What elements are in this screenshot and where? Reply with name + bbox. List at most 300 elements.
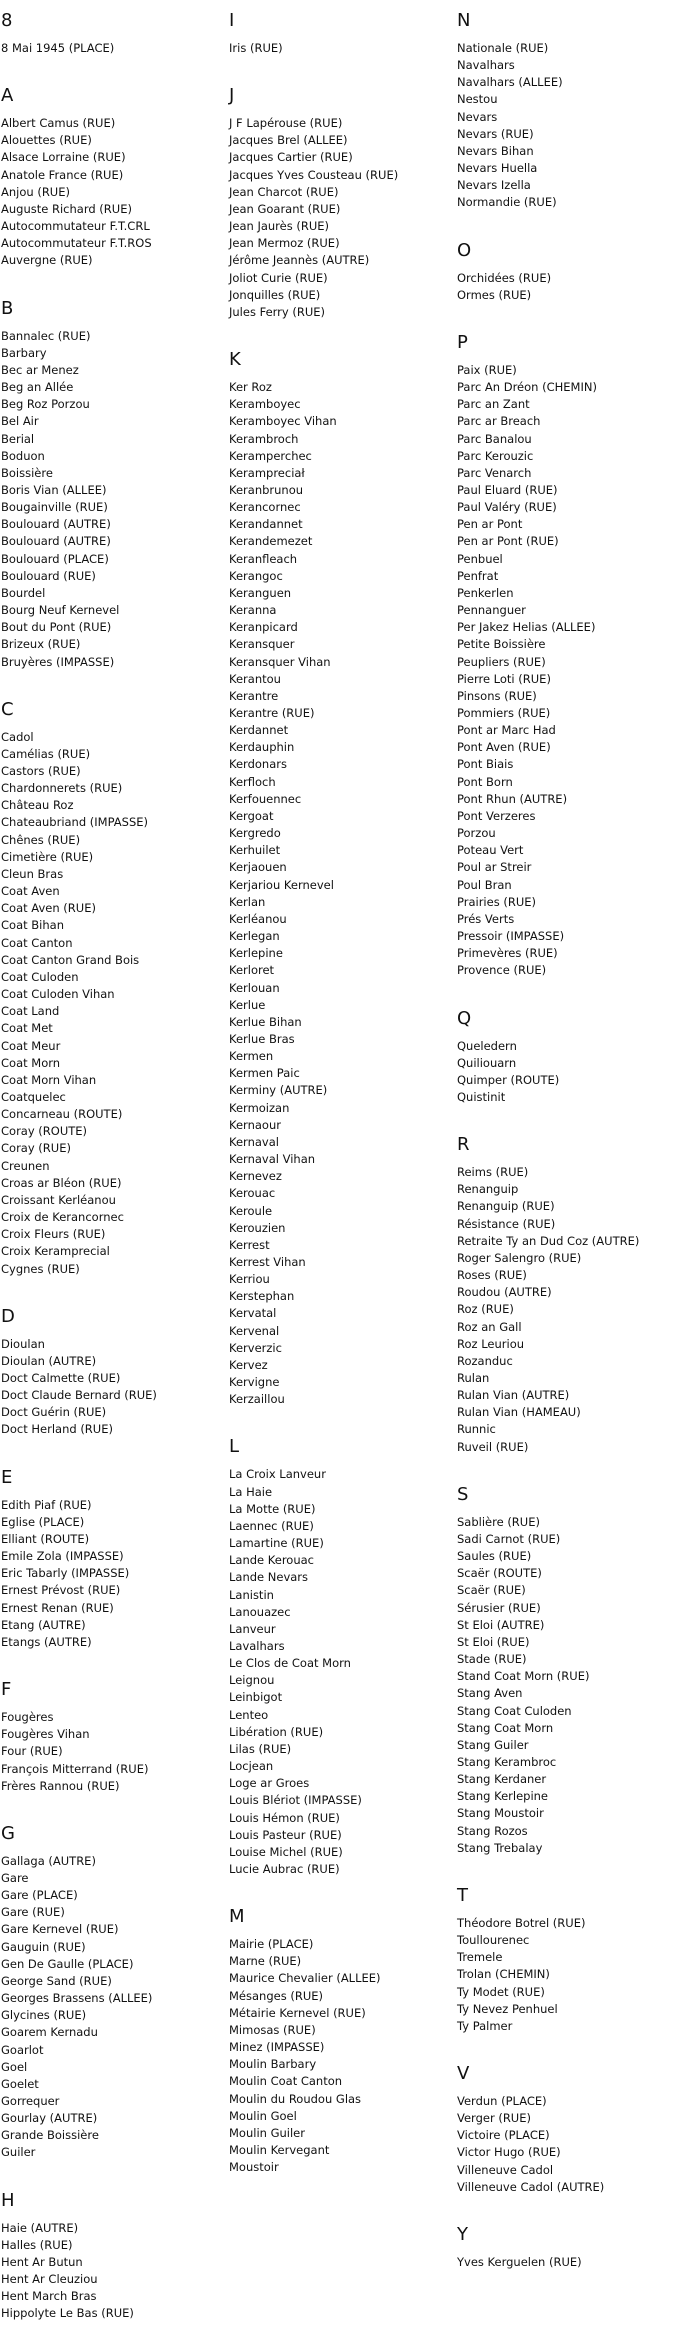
street-link[interactable]: Hent Ar Cleuziou [1,2272,98,2287]
street-link[interactable]: Pierre Loti (RUE) [457,671,551,686]
street-link[interactable]: Goarlot [1,2042,44,2057]
street-link[interactable]: Scaër (RUE) [457,1583,526,1598]
street-link[interactable]: Kerfloch [229,774,276,789]
street-link[interactable]: Jacques Yves Cousteau (RUE) [229,167,399,182]
street-link[interactable]: Gare (RUE) [1,1905,65,1920]
street-link[interactable]: La Motte (RUE) [229,1501,316,1516]
street-link[interactable]: Kergoat [229,808,274,823]
street-link[interactable]: Glycines (RUE) [1,2008,87,2023]
street-link[interactable]: Kerrest Vihan [229,1255,306,1269]
street-link[interactable]: Nevars Huella [457,161,538,176]
street-link[interactable]: Auguste Richard (RUE) [1,201,132,216]
street-link[interactable]: Kernaval Vihan [229,1152,316,1167]
street-link[interactable]: Victoire (PLACE) [457,2128,550,2143]
street-link[interactable]: Queledern [457,1038,517,1053]
street-link[interactable]: Stang Moustoir [457,1806,544,1821]
street-link[interactable]: Retraite Ty an Dud Coz (AUTRE) [457,1233,640,1248]
street-link[interactable]: Normandie (RUE) [457,195,557,210]
street-link[interactable]: Quiliouarn [457,1055,517,1070]
street-link[interactable]: Kerangoc [229,568,283,583]
street-link[interactable]: Boissière [1,465,53,480]
street-link[interactable]: Moulin Goel [229,2108,297,2123]
street-link[interactable]: Kerjaouen [229,860,287,875]
street-link[interactable]: Cygnes (RUE) [1,1261,80,1276]
street-link[interactable]: Toullourenec [457,1933,530,1948]
street-link[interactable]: Tremele [457,1950,503,1965]
street-link[interactable]: Lanveur [229,1621,276,1636]
street-link[interactable]: Stang Rozos [457,1823,528,1838]
street-link[interactable]: Keroule [229,1203,273,1218]
street-link[interactable]: Kerdauphin [229,740,295,755]
street-link[interactable]: Loge ar Groes [229,1776,310,1791]
street-link[interactable]: Le Clos de Coat Morn [229,1656,351,1671]
street-link[interactable]: Per Jakez Helias (ALLEE) [457,620,596,635]
street-link[interactable]: Moustoir [229,2160,279,2175]
street-link[interactable]: Coat Meur [1,1038,61,1053]
street-link[interactable]: Bannalec (RUE) [1,328,91,343]
street-link[interactable]: Leinbigot [229,1690,283,1705]
street-link[interactable]: Gorrequer [1,2094,60,2108]
street-link[interactable]: Croix Fleurs (RUE) [1,1227,106,1242]
street-link[interactable]: Scaër (ROUTE) [457,1566,542,1581]
street-link[interactable]: Peupliers (RUE) [457,654,546,669]
street-link[interactable]: Sadi Carnot (RUE) [457,1531,561,1546]
street-link[interactable]: Prairies (RUE) [457,894,536,909]
street-link[interactable]: Quimper (ROUTE) [457,1072,560,1087]
street-link[interactable]: Pennanguer [457,603,526,618]
street-link[interactable]: Ty Nevez Penhuel [457,2001,558,2016]
street-link[interactable]: Parc an Zant [457,397,530,412]
street-link[interactable]: Pommiers (RUE) [457,706,551,720]
street-link[interactable]: Kerlan [229,894,266,909]
street-link[interactable]: Louis Pasteur (RUE) [229,1827,342,1842]
street-link[interactable]: Kerminy (AUTRE) [229,1083,328,1098]
street-link[interactable]: Pont Verzeres [457,808,536,823]
street-link[interactable]: Jacques Brel (ALLEE) [229,133,348,148]
street-link[interactable]: Gare (PLACE) [1,1888,78,1903]
street-link[interactable]: Trolan (CHEMIN) [457,1967,550,1982]
street-link[interactable]: Victor Hugo (RUE) [457,2145,561,2160]
street-link[interactable]: Jérôme Jeannès (AUTRE) [229,253,370,268]
street-link[interactable]: Keransquer Vihan [229,654,331,669]
street-link[interactable]: Jean Mermoz (RUE) [229,236,340,251]
street-link[interactable]: Jean Jaurès (RUE) [229,219,330,234]
street-link[interactable]: Louise Michel (RUE) [229,1844,343,1859]
street-link[interactable]: Coat Canton Grand Bois [1,952,140,967]
street-link[interactable]: Lanouazec [229,1604,291,1619]
street-link[interactable]: Edith Piaf (RUE) [1,1497,92,1512]
street-link[interactable]: Provence (RUE) [457,963,547,978]
street-link[interactable]: Kervigne [229,1375,280,1390]
street-link[interactable]: Fougères [1,1710,54,1725]
street-link[interactable]: Bec ar Menez [1,362,79,377]
street-link[interactable]: Moulin du Roudou Glas [229,2091,362,2106]
street-link[interactable]: Boulouard (RUE) [1,568,96,583]
street-link[interactable]: J F Lapérouse (RUE) [229,116,343,131]
street-link[interactable]: Boduon [1,448,45,463]
street-link[interactable]: Navalhars [457,58,515,73]
street-link[interactable]: Kernevez [229,1169,282,1184]
street-link[interactable]: François Mitterrand (RUE) [1,1761,149,1776]
street-link[interactable]: Jules Ferry (RUE) [229,304,326,319]
street-link[interactable]: Navalhars (ALLEE) [457,75,563,90]
street-link[interactable]: Poul Bran [457,877,512,892]
street-link[interactable]: Kerverzic [229,1340,282,1355]
street-link[interactable]: Keramboyec Vihan [229,414,337,429]
street-link[interactable]: Beg an Allée [1,380,74,395]
street-link[interactable]: Keranna [229,603,277,618]
street-link[interactable]: Kerouac [229,1186,276,1201]
street-link[interactable]: Pressoir (IMPASSE) [457,929,565,944]
street-link[interactable]: Kervez [229,1357,268,1372]
street-link[interactable]: Marne (RUE) [229,1954,302,1969]
street-link[interactable]: Kerancornec [229,500,301,515]
street-link[interactable]: Parc Venarch [457,465,532,480]
street-link[interactable]: Penkerlen [457,585,514,600]
street-link[interactable]: Roudou (AUTRE) [457,1285,552,1300]
street-link[interactable]: Anatole France (RUE) [1,167,124,182]
street-link[interactable]: Bourdel [1,585,46,600]
street-link[interactable]: Château Roz [1,798,74,813]
street-link[interactable]: Verger (RUE) [457,2111,531,2126]
street-link[interactable]: Moulin Coat Canton [229,2074,343,2089]
street-link[interactable]: Stang Trebalay [457,1840,543,1855]
street-link[interactable]: Poul ar Streir [457,860,532,875]
street-link[interactable]: Parc Banalou [457,431,532,446]
street-link[interactable]: Stand Coat Morn (RUE) [457,1669,590,1684]
street-link[interactable]: Pen ar Pont (RUE) [457,534,559,549]
street-link[interactable]: Kergredo [229,826,281,841]
street-link[interactable]: Chateaubriand (IMPASSE) [1,815,149,830]
street-link[interactable]: Beg Roz Porzou [1,397,90,412]
street-link[interactable]: Alouettes (RUE) [1,133,92,148]
street-link[interactable]: Kerandemezet [229,534,313,549]
street-link[interactable]: Emile Zola (IMPASSE) [1,1549,124,1564]
street-link[interactable]: Coat Culoden [1,969,79,984]
street-link[interactable]: Croissant Kerléanou [1,1192,116,1207]
street-link[interactable]: Lande Kerouac [229,1553,314,1568]
street-link[interactable]: Hent March Bras [1,2289,97,2304]
street-link[interactable]: Pinsons (RUE) [457,688,537,703]
street-link[interactable]: Primevères (RUE) [457,946,558,961]
street-link[interactable]: St Eloi (RUE) [457,1634,530,1649]
street-link[interactable]: Coat Morn [1,1055,61,1070]
street-link[interactable]: Leignou [229,1673,275,1688]
street-link[interactable]: Théodore Botrel (RUE) [457,1915,586,1930]
street-link[interactable]: Etangs (AUTRE) [1,1634,92,1649]
street-link[interactable]: Pont Biais [457,757,514,772]
street-link[interactable]: Chênes (RUE) [1,832,81,847]
street-link[interactable]: Kerlue [229,997,266,1012]
street-link[interactable]: Kervatal [229,1306,277,1321]
street-link[interactable]: Pont Born [457,774,513,789]
street-link[interactable]: Paul Eluard (RUE) [457,482,558,497]
street-link[interactable]: Sérusier (RUE) [457,1600,541,1615]
street-link[interactable]: Jean Goarant (RUE) [229,201,341,216]
street-link[interactable]: Jacques Cartier (RUE) [229,150,353,165]
street-link[interactable]: Autocommutateur F.T.ROS [1,236,152,251]
street-link[interactable]: Louis Hémon (RUE) [229,1810,340,1825]
street-link[interactable]: Four (RUE) [1,1744,63,1759]
street-link[interactable]: Pont Aven (RUE) [457,740,551,755]
street-link[interactable]: Kerlue Bihan [229,1014,302,1029]
street-link[interactable]: Keranguen [229,585,292,600]
street-link[interactable]: Eric Tabarly (IMPASSE) [1,1566,130,1581]
street-link[interactable]: Ruveil (RUE) [457,1439,529,1454]
street-link[interactable]: Kerambroch [229,431,299,446]
street-link[interactable]: La Croix Lanveur [229,1467,326,1482]
street-link[interactable]: Renanguip (RUE) [457,1199,555,1214]
street-link[interactable]: Bougainville (RUE) [1,500,108,515]
street-link[interactable]: Lanistin [229,1587,274,1602]
street-link[interactable]: Pont ar Marc Had [457,723,556,738]
street-link[interactable]: Kerdannet [229,723,289,738]
street-link[interactable]: Dioulan (AUTRE) [1,1353,97,1368]
street-link[interactable]: Kerdonars [229,757,287,772]
street-link[interactable]: Auvergne (RUE) [1,253,93,268]
street-link[interactable]: Guiler [1,2145,36,2160]
street-link[interactable]: Rozanduc [457,1353,513,1368]
street-link[interactable]: Keramboyec [229,397,301,412]
street-link[interactable]: Croas ar Bléon (RUE) [1,1175,122,1190]
street-link[interactable]: Paul Valéry (RUE) [457,500,557,515]
street-link[interactable]: Keransquer [229,637,295,652]
street-link[interactable]: Boulouard (AUTRE) [1,517,111,532]
street-link[interactable]: Rulan Vian (AUTRE) [457,1388,570,1403]
street-link[interactable]: Eglise (PLACE) [1,1514,85,1529]
street-link[interactable]: Ormes (RUE) [457,287,532,302]
street-link[interactable]: Stang Coat Morn [457,1720,554,1735]
street-link[interactable]: Alsace Lorraine (RUE) [1,150,126,165]
street-link[interactable]: Sablière (RUE) [457,1514,540,1529]
street-link[interactable]: Berial [1,431,35,446]
street-link[interactable]: Nevars Izella [457,178,531,193]
street-link[interactable]: Keranfleach [229,551,298,566]
street-link[interactable]: Coray (ROUTE) [1,1124,88,1139]
street-link[interactable]: Goelet [1,2076,39,2091]
street-link[interactable]: Joliot Curie (RUE) [229,270,328,285]
street-link[interactable]: Libération (RUE) [229,1724,324,1739]
street-link[interactable]: Croix Keramprecial [1,1244,110,1259]
street-link[interactable]: Moulin Barbary [229,2057,317,2072]
street-link[interactable]: Stang Kerdaner [457,1772,547,1787]
street-link[interactable]: Gallaga (AUTRE) [1,1853,96,1868]
street-link[interactable]: Parc Kerouzic [457,448,534,463]
street-link[interactable]: Gare [1,1870,29,1885]
street-link[interactable]: Pont Rhun (AUTRE) [457,791,568,806]
street-link[interactable]: Doct Guérin (RUE) [1,1405,107,1420]
street-link[interactable]: Maurice Chevalier (ALLEE) [229,1971,381,1986]
street-link[interactable]: Nationale (RUE) [457,41,549,55]
street-link[interactable]: Reims (RUE) [457,1165,529,1180]
street-link[interactable]: Boulouard (PLACE) [1,551,109,566]
street-link[interactable]: Penfrat [457,568,499,583]
street-link[interactable]: Locjean [229,1759,274,1774]
street-link[interactable]: Autocommutateur F.T.CRL [1,219,150,234]
street-link[interactable]: Moulin Guiler [229,2125,305,2140]
street-link[interactable]: Lavalhars [229,1638,285,1653]
street-link[interactable]: Villeneuve Cadol [457,2162,554,2177]
street-link[interactable]: Kerantou [229,671,281,686]
street-link[interactable]: Kerlegan [229,929,280,944]
street-link[interactable]: Kerstephan [229,1289,295,1304]
street-link[interactable]: Yves Kerguelen (RUE) [457,2254,582,2269]
street-link[interactable]: Pen ar Pont [457,517,523,532]
street-link[interactable]: Kerouzien [229,1220,286,1235]
street-link[interactable]: Iris (RUE) [229,41,283,55]
street-link[interactable]: Moulin Kervegant [229,2143,330,2158]
street-link[interactable]: Barbary [1,345,47,360]
street-link[interactable]: Lamartine (RUE) [229,1536,324,1551]
street-link[interactable]: St Eloi (AUTRE) [457,1617,545,1632]
street-link[interactable]: Kernaval [229,1134,279,1149]
street-link[interactable]: Stang Guiler [457,1737,529,1752]
street-link[interactable]: 8 Mai 1945 (PLACE) [1,41,115,55]
street-link[interactable]: Kerlouan [229,980,280,995]
street-link[interactable]: Stang Kerambroc [457,1754,557,1769]
street-link[interactable]: Orchidées (RUE) [457,270,552,285]
street-link[interactable]: Quistinit [457,1089,506,1104]
street-link[interactable]: Kerloret [229,963,275,978]
street-link[interactable]: Kerrest [229,1237,270,1252]
street-link[interactable]: Anjou (RUE) [1,184,70,199]
street-link[interactable]: Creunen [1,1158,50,1173]
street-link[interactable]: Rulan Vian (HAMEAU) [457,1405,581,1420]
street-link[interactable]: Kerlepine [229,946,283,961]
street-link[interactable]: Fougères Vihan [1,1727,90,1742]
street-link[interactable]: Concarneau (ROUTE) [1,1107,123,1122]
street-link[interactable]: Poteau Vert [457,843,524,858]
street-link[interactable]: Kerriou [229,1272,270,1287]
street-link[interactable]: Parc An Dréon (CHEMIN) [457,380,597,395]
street-link[interactable]: Mimosas (RUE) [229,2022,316,2037]
street-link[interactable]: Renanguip [457,1182,519,1197]
street-link[interactable]: Goel [1,2059,28,2074]
street-link[interactable]: Coat Culoden Vihan [1,987,115,1002]
street-link[interactable]: Stang Kerlepine [457,1789,549,1804]
street-link[interactable]: Stang Coat Culoden [457,1703,572,1718]
street-link[interactable]: Ty Palmer [457,2018,513,2033]
street-link[interactable]: Jean Charcot (RUE) [229,184,339,199]
street-link[interactable]: Ty Modet (RUE) [457,1984,545,1999]
street-link[interactable]: Kermen Paic [229,1066,300,1081]
street-link[interactable]: Coat Morn Vihan [1,1072,97,1087]
street-link[interactable]: Runnic [457,1422,496,1437]
street-link[interactable]: Kerjariou Kernevel [229,877,334,892]
street-link[interactable]: Keramperchec [229,448,312,463]
street-link[interactable]: Bourg Neuf Kernevel [1,603,120,618]
street-link[interactable]: Métairie Kernevel (RUE) [229,2005,366,2020]
street-link[interactable]: Hippolyte Le Bas (RUE) [1,2306,134,2321]
street-link[interactable]: Boris Vian (ALLEE) [1,482,107,497]
street-link[interactable]: Stade (RUE) [457,1652,527,1667]
street-link[interactable]: Chardonnerets (RUE) [1,781,123,796]
street-link[interactable]: Georges Brassens (ALLEE) [1,1991,153,2006]
street-link[interactable]: Villeneuve Cadol (AUTRE) [457,2179,605,2194]
street-link[interactable]: Elliant (ROUTE) [1,1531,90,1546]
street-link[interactable]: Bruyères (IMPASSE) [1,654,115,669]
street-link[interactable]: Paix (RUE) [457,362,517,377]
street-link[interactable]: Castors (RUE) [1,764,81,778]
street-link[interactable]: Roz an Gall [457,1319,522,1334]
street-link[interactable]: Nestou [457,92,498,107]
street-link[interactable]: Prés Verts [457,911,515,926]
street-link[interactable]: Hent Ar Butun [1,2254,83,2269]
street-link[interactable]: Albert Camus (RUE) [1,116,116,131]
street-link[interactable]: Etang (AUTRE) [1,1617,86,1632]
street-link[interactable]: Cleun Bras [1,866,64,881]
street-link[interactable]: Coat Land [1,1004,60,1019]
street-link[interactable]: Rulan [457,1371,490,1385]
street-link[interactable]: Brizeux (RUE) [1,637,81,652]
street-link[interactable]: Doct Claude Bernard (RUE) [1,1388,157,1403]
street-link[interactable]: Boulouard (AUTRE) [1,534,111,549]
street-link[interactable]: Roger Salengro (RUE) [457,1250,582,1265]
street-link[interactable]: Bel Air [1,414,39,429]
street-link[interactable]: Gauguin (RUE) [1,1939,86,1954]
street-link[interactable]: Roz Leuriou [457,1336,525,1351]
street-link[interactable]: Haie (AUTRE) [1,2220,79,2235]
street-link[interactable]: Bout du Pont (RUE) [1,620,112,635]
street-link[interactable]: Kermoizan [229,1100,290,1115]
street-link[interactable]: Kerhuilet [229,843,281,858]
street-link[interactable]: Halles (RUE) [1,2237,73,2252]
street-link[interactable]: Petite Boissière [457,637,546,652]
street-link[interactable]: Kervenal [229,1323,280,1338]
street-link[interactable]: Doct Calmette (RUE) [1,1371,121,1385]
street-link[interactable]: Louis Blériot (IMPASSE) [229,1793,362,1808]
street-link[interactable]: Roz (RUE) [457,1302,514,1317]
street-link[interactable]: Coatquelec [1,1089,66,1104]
street-link[interactable]: La Haie [229,1484,273,1499]
street-link[interactable]: Kerzaillou [229,1392,285,1407]
street-link[interactable]: Coat Bihan [1,918,64,933]
street-link[interactable]: Keranbrunou [229,482,304,497]
street-link[interactable]: Gen De Gaulle (PLACE) [1,1956,134,1971]
street-link[interactable]: Keranpicard [229,620,298,635]
street-link[interactable]: Roses (RUE) [457,1268,527,1283]
street-link[interactable]: Coat Canton [1,935,73,950]
street-link[interactable]: Croix de Kerancornec [1,1210,124,1225]
street-link[interactable]: Coray (RUE) [1,1141,71,1156]
street-link[interactable]: Lenteo [229,1707,269,1722]
street-link[interactable]: Penbuel [457,551,503,566]
street-link[interactable]: Camélias (RUE) [1,746,91,761]
street-link[interactable]: George Sand (RUE) [1,1973,112,1988]
street-link[interactable]: Lilas (RUE) [229,1741,292,1756]
street-link[interactable]: Nevars (RUE) [457,126,534,141]
street-link[interactable]: Ernest Prévost (RUE) [1,1583,121,1598]
street-link[interactable]: Kerléanou [229,911,287,926]
street-link[interactable]: Lande Nevars [229,1570,309,1585]
street-link[interactable]: Kernaour [229,1117,281,1132]
street-link[interactable]: Kermen [229,1049,274,1064]
street-link[interactable]: Cimetière (RUE) [1,849,94,864]
street-link[interactable]: Frères Rannou (RUE) [1,1778,120,1793]
street-link[interactable]: Parc ar Breach [457,414,541,429]
street-link[interactable]: Mésanges (RUE) [229,1988,323,2003]
street-link[interactable]: Jonquilles (RUE) [229,287,321,302]
street-link[interactable]: Porzou [457,826,496,841]
street-link[interactable]: Verdun (PLACE) [457,2094,547,2108]
street-link[interactable]: Nevars Bihan [457,143,534,158]
street-link[interactable]: Minez (IMPASSE) [229,2040,325,2055]
street-link[interactable]: Kerantre (RUE) [229,706,315,720]
street-link[interactable]: Coat Aven [1,884,60,899]
street-link[interactable]: Coat Met [1,1021,53,1036]
street-link[interactable]: Gourlay (AUTRE) [1,2111,98,2126]
street-link[interactable]: Goarem Kernadu [1,2025,98,2040]
